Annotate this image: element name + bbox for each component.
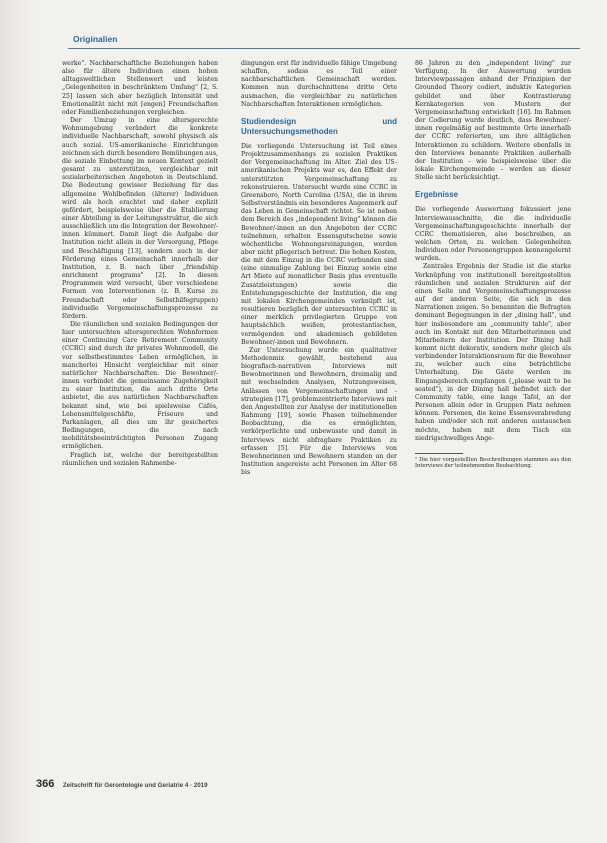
footnote: ¹ Die hier vorgestellten Beschreibungen stammen aus den Interviews der teilnehmenden Beobachtung.	[415, 456, 571, 470]
paragraph: Fraglich ist, welche der bereitgestellten räumlichen und sozialen Rahmenbe-	[62, 451, 218, 467]
text-column-3	[415, 60, 571, 470]
footnote-rule	[415, 453, 463, 454]
paragraph: Die vorliegende Auswertung fokussiert jene Interviewausschnitte, die die individuelle Vergemeinschaftungsgeschichte innerhalb der CCRC thematisieren, also beschreiben, an welchen Orten, zu welchen Gelegenheiten Individuen oder Personengruppen kennengelernt wurden.	[415, 206, 571, 263]
paragraph: dingungen erst für individuelle fähige Umgebung schaffen, sodass es Teil einer nachbarschaftlichen Gemeinschaft werden. Kommen nun durchschnittene dritte Orte ausmachen, die vergleichbar zu natürlichen Nachbarschaften Interaktionen ermöglichen.	[241, 60, 397, 108]
page-header	[28, 30, 580, 48]
journal-citation: Zeitschrift für Gerontologie und Geriatrie 4 · 2019	[62, 782, 208, 789]
paragraph: Zur Untersuchung wurde ein qualitativer Methodenmix gewählt, bestehend aus biografisch-narrativen Interviews mit Bewohnerinnen und Bewohnern, dreimalig und mit wechselnden Analysen, Nutzungsweisen, Anlässen von Vergemeinschaftungen und -strategien [17], problemzentrierte Interviews mit den Angestellten zur Analyse der institutionellen Rahmung [19], sowie Phasen teilnehmender Beobachtung, die es ermöglichten, verkörperlichte und unbewusste und damit in Interviews nicht abfragbare Praktiken zu erfassen [5]. Für die Interviews von Bewohnerinnen und Bewohnern standen an der Institution angereiste acht Personen im Alter 68 bis	[241, 346, 397, 477]
section-heading-methods: Studiendesign und Untersuchungsmethoden	[241, 116, 397, 136]
paragraph: 86 Jahren zu den „independent living" zur Verfügung. In der Auswertung wurden Interviewpassagen anhand der Prinzipien der Grounded Theory codiert, induktiv Kategorien gebildet und über Kontrastierung Kernkategorien von Mustern der Vergemeinschaftung entwickelt [16]. Im Rahmen der Codierung wurde deutlich, dass Bewohner/-innen regelmäßig auf bestimmte Orte innerhalb der CCRC referierten, um ihre alltäglichen Interaktionen zu schildern. Weitere ebenfalls in den Interviews benannte Praktiken außerhalb der Institution – wie beispielsweise über die lokale Kirchengemeinde – werden an dieser Stelle nicht berücksichtigt.	[415, 60, 571, 182]
paragraph: werke". Nachbarschaftliche Beziehungen haben also für ältere Individuen einen hohen alltagsweltlichen Stellenwert und leisten „Gelegenheiten in beschränktem Umfang" [2, S. 25] lassen sich aber bezüglich Intensität und Emotionalität nicht mit [engen] Freundschaften oder Familienbeziehungen vergleichen.	[62, 60, 218, 116]
paragraph: Der Umzug in eine altersgerechte Wohnumgebung verändert die konkrete individuelle Nachbarschaft, sowohl physisch als auch sozial. US-amerikanische Einrichtungen zeichnen sich durch besondere Bemühungen aus, die soziale Einbettung im neuen Kontext gezielt gesamt zu unterstützen, vergleichbar mit sozialarbeiterischen Angeboten in Deutschland. Die Bedeutung gewisser Beziehung für das allgemeine Wohlbefinden (älterer) Individuen wird als hoch erachtet und daher explizit gefördert, beispielsweise über die Etablierung einer Abteilung in der Leitungsstruktur, die sich ausschließlich um die Integration der Bewohner/-innen kümmert. Damit liegt die Aufgabe der Institution nicht allein in der Versorgung, Pflege und Beschäftigung [13], sondern auch in der Förderung eines Gemeinschaft innerhalb der Institution, z. B. nach über „friendship enrichment programs" [2]. In diesen Programmen wird versucht, über verschiedene Formen von Interventionen (z. B. Kurse zu Freundschaft oder Selbsthilfegruppen) individuelle Vergemeinschaftungsprozesse zu fördern.	[62, 117, 218, 320]
header-rule	[68, 48, 580, 49]
section-label: Originalien	[73, 34, 118, 44]
paragraph: Zentrales Ergebnis der Studie ist die starke Verknüpfung von institutionell bereitgestellten räumlichen und sozialen Strukturen auf der einen Seite und Vergemeinschaftungsprozesse auf der anderen Seite, die sich in den Narrationen zeigen. So benannten die Befragten dominant Begegnungen in der „dining hall", und hier insbesondere am „community table", aber auch im Kontakt mit den Mitarbeiterinnen und Mitarbeitern der Institution. Der Dining hall kommt nicht dekorativ, sondern mehr gleich als verbindender Interaktionsraum für die Bewohner zu, welcher auch eine beträchtliche Unterhaltung. Die Gäste werden im Eingangsbereich empfangen („please wait to be seated"), in der Dining hall befindet sich der Community table, eine lange Tafel, an der Personen allein oder in Gruppen Platz nehmen können. Personen, die keine Essensverabredung haben und/oder sich mit anderen austauschen möchte, haben mit dem Tisch ein niedrigschwelliges Ange-	[415, 263, 571, 442]
text-column-1	[62, 60, 218, 468]
page-footer	[36, 774, 208, 792]
page-number: 366	[36, 778, 55, 790]
text-column-2	[241, 60, 397, 477]
paragraph: Die räumlichen und sozialen Bedingungen der hier untersuchten altersgerechten Wohnformen einer Continuing Care Retirement Community (CCRC) sind durch ihr privates Wohnmodell, die vor selbstbestimmtes Leben ermöglichen, in mancherlei Hinsicht vergleichbar mit einer natürlicher Nachbarschaften. Die Bewohner/-innen verbindet die gemeinsame Zugehörigkeit zu einer Institution, die auch dritte Orte anbietet, die aus natürlichen Nachbarschaften bekannt sind, wie bei spielsweise Cafés, Lebensmittelgeschäfte, Friseure und Parkanlagen, all dies um ihr gesichertes Bedingungen, die nach mobilitätsbeeinträchtigten Personen Zugang ermöglichen.	[62, 321, 218, 451]
section-heading-results: Ergebnisse	[415, 190, 459, 200]
paragraph: Die vorliegende Untersuchung ist Teil eines Projektzusammenhangs zu sozialen Praktiken der Vergemeinschaftung im Alter. Ziel des US-amerikanischen Projekts war es, den Effekt der unterstützten Vergemeinschaftung zu rekonstruieren. Untersucht wurde eine CCRC in Greensboro, North Carolina (USA), die in ihrem Selbstverständnis ein besonderes Augenmerk auf das Leben in Gemeinschaft richtet. So ist neben dem Bereich des „independent living" können die Bewohner/-innen an den Angeboten der CCRC teilnehmen, erhalten Essensgutscheine sowie wöchentliche Wohnungsreinigungen, werden aber nicht pflegerisch betreut. Die hohen Kosten, die mit dem Einzug in die CCRC verbunden sind (eine einmalige Zahlung bei Einzug sowie eine Art Miete auf monatlicher Basis plus eventuelle Zusatzleistungen) sowie die Entstehungsgeschichte der Institution, die eng mit lokalen Kirchengemeinden verknüpft ist, resultieren bezüglich der untersuchten CCRC in einer merklich privilegierten Gruppe von hauptsächlich weißen, protestantischen, vermögenden und akademisch gebildeten Bewohner/-innen und Bewohnern.	[241, 142, 397, 346]
